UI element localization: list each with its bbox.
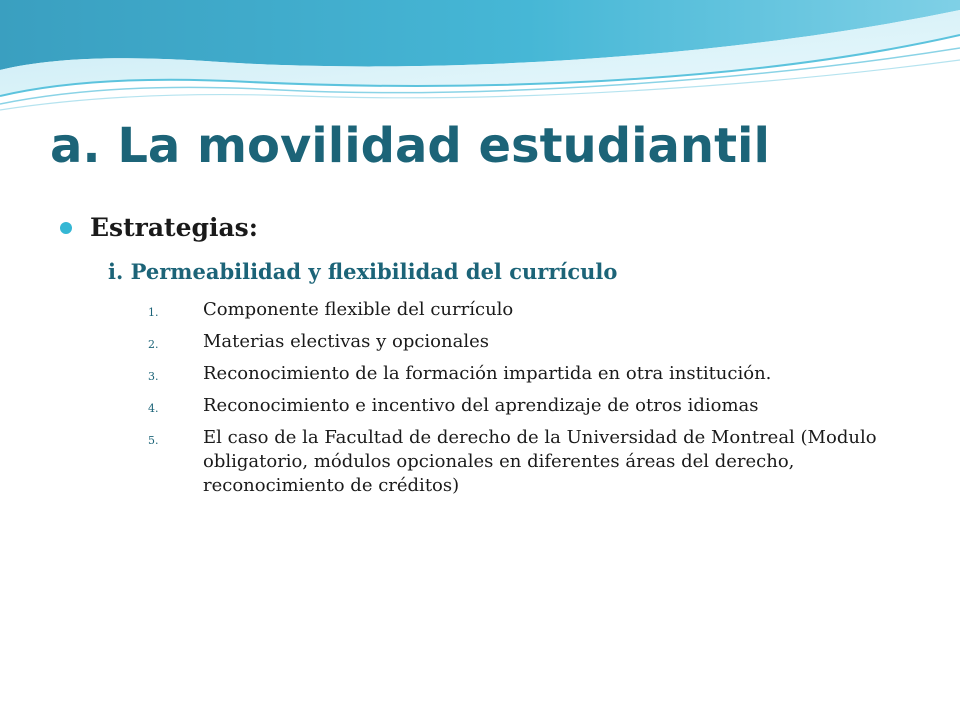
- list-item-text: Reconocimiento e incentivo del aprendizaje de otros idiomas: [203, 395, 759, 416]
- list-item: [60, 362, 910, 386]
- main-bullet: [60, 208, 910, 252]
- list-item-text: Materias electivas y opcionales: [203, 331, 489, 352]
- bullet-dot-icon: [60, 222, 72, 234]
- list-item-number: 2.: [148, 338, 159, 351]
- list-item-number: 4.: [148, 402, 159, 415]
- slide-content: [60, 208, 910, 506]
- list-item-number: 3.: [148, 370, 159, 383]
- numbered-list: [60, 298, 910, 498]
- list-item-text: Reconocimiento de la formación impartida en otra institución.: [203, 363, 772, 384]
- list-item-number: 5.: [148, 434, 159, 447]
- list-item-number: 1.: [148, 306, 159, 319]
- list-item-text: El caso de la Facultad de derecho de la Universidad de Montreal (Modulo obligatorio, módulos opcionales en diferentes áreas del derecho, reconocimiento de créditos): [203, 427, 877, 496]
- header-wave-decoration: [0, 0, 960, 115]
- subheading: i. Permeabilidad y flexibilidad del currículo: [108, 259, 618, 284]
- list-item: [60, 394, 910, 418]
- list-item-text: Componente flexible del currículo: [203, 299, 514, 320]
- bullet-text: Estrategias:: [90, 213, 258, 242]
- list-item: [60, 426, 910, 498]
- list-item: [60, 298, 910, 322]
- slide-title: a. La movilidad estudiantil: [50, 118, 770, 174]
- list-item: [60, 330, 910, 354]
